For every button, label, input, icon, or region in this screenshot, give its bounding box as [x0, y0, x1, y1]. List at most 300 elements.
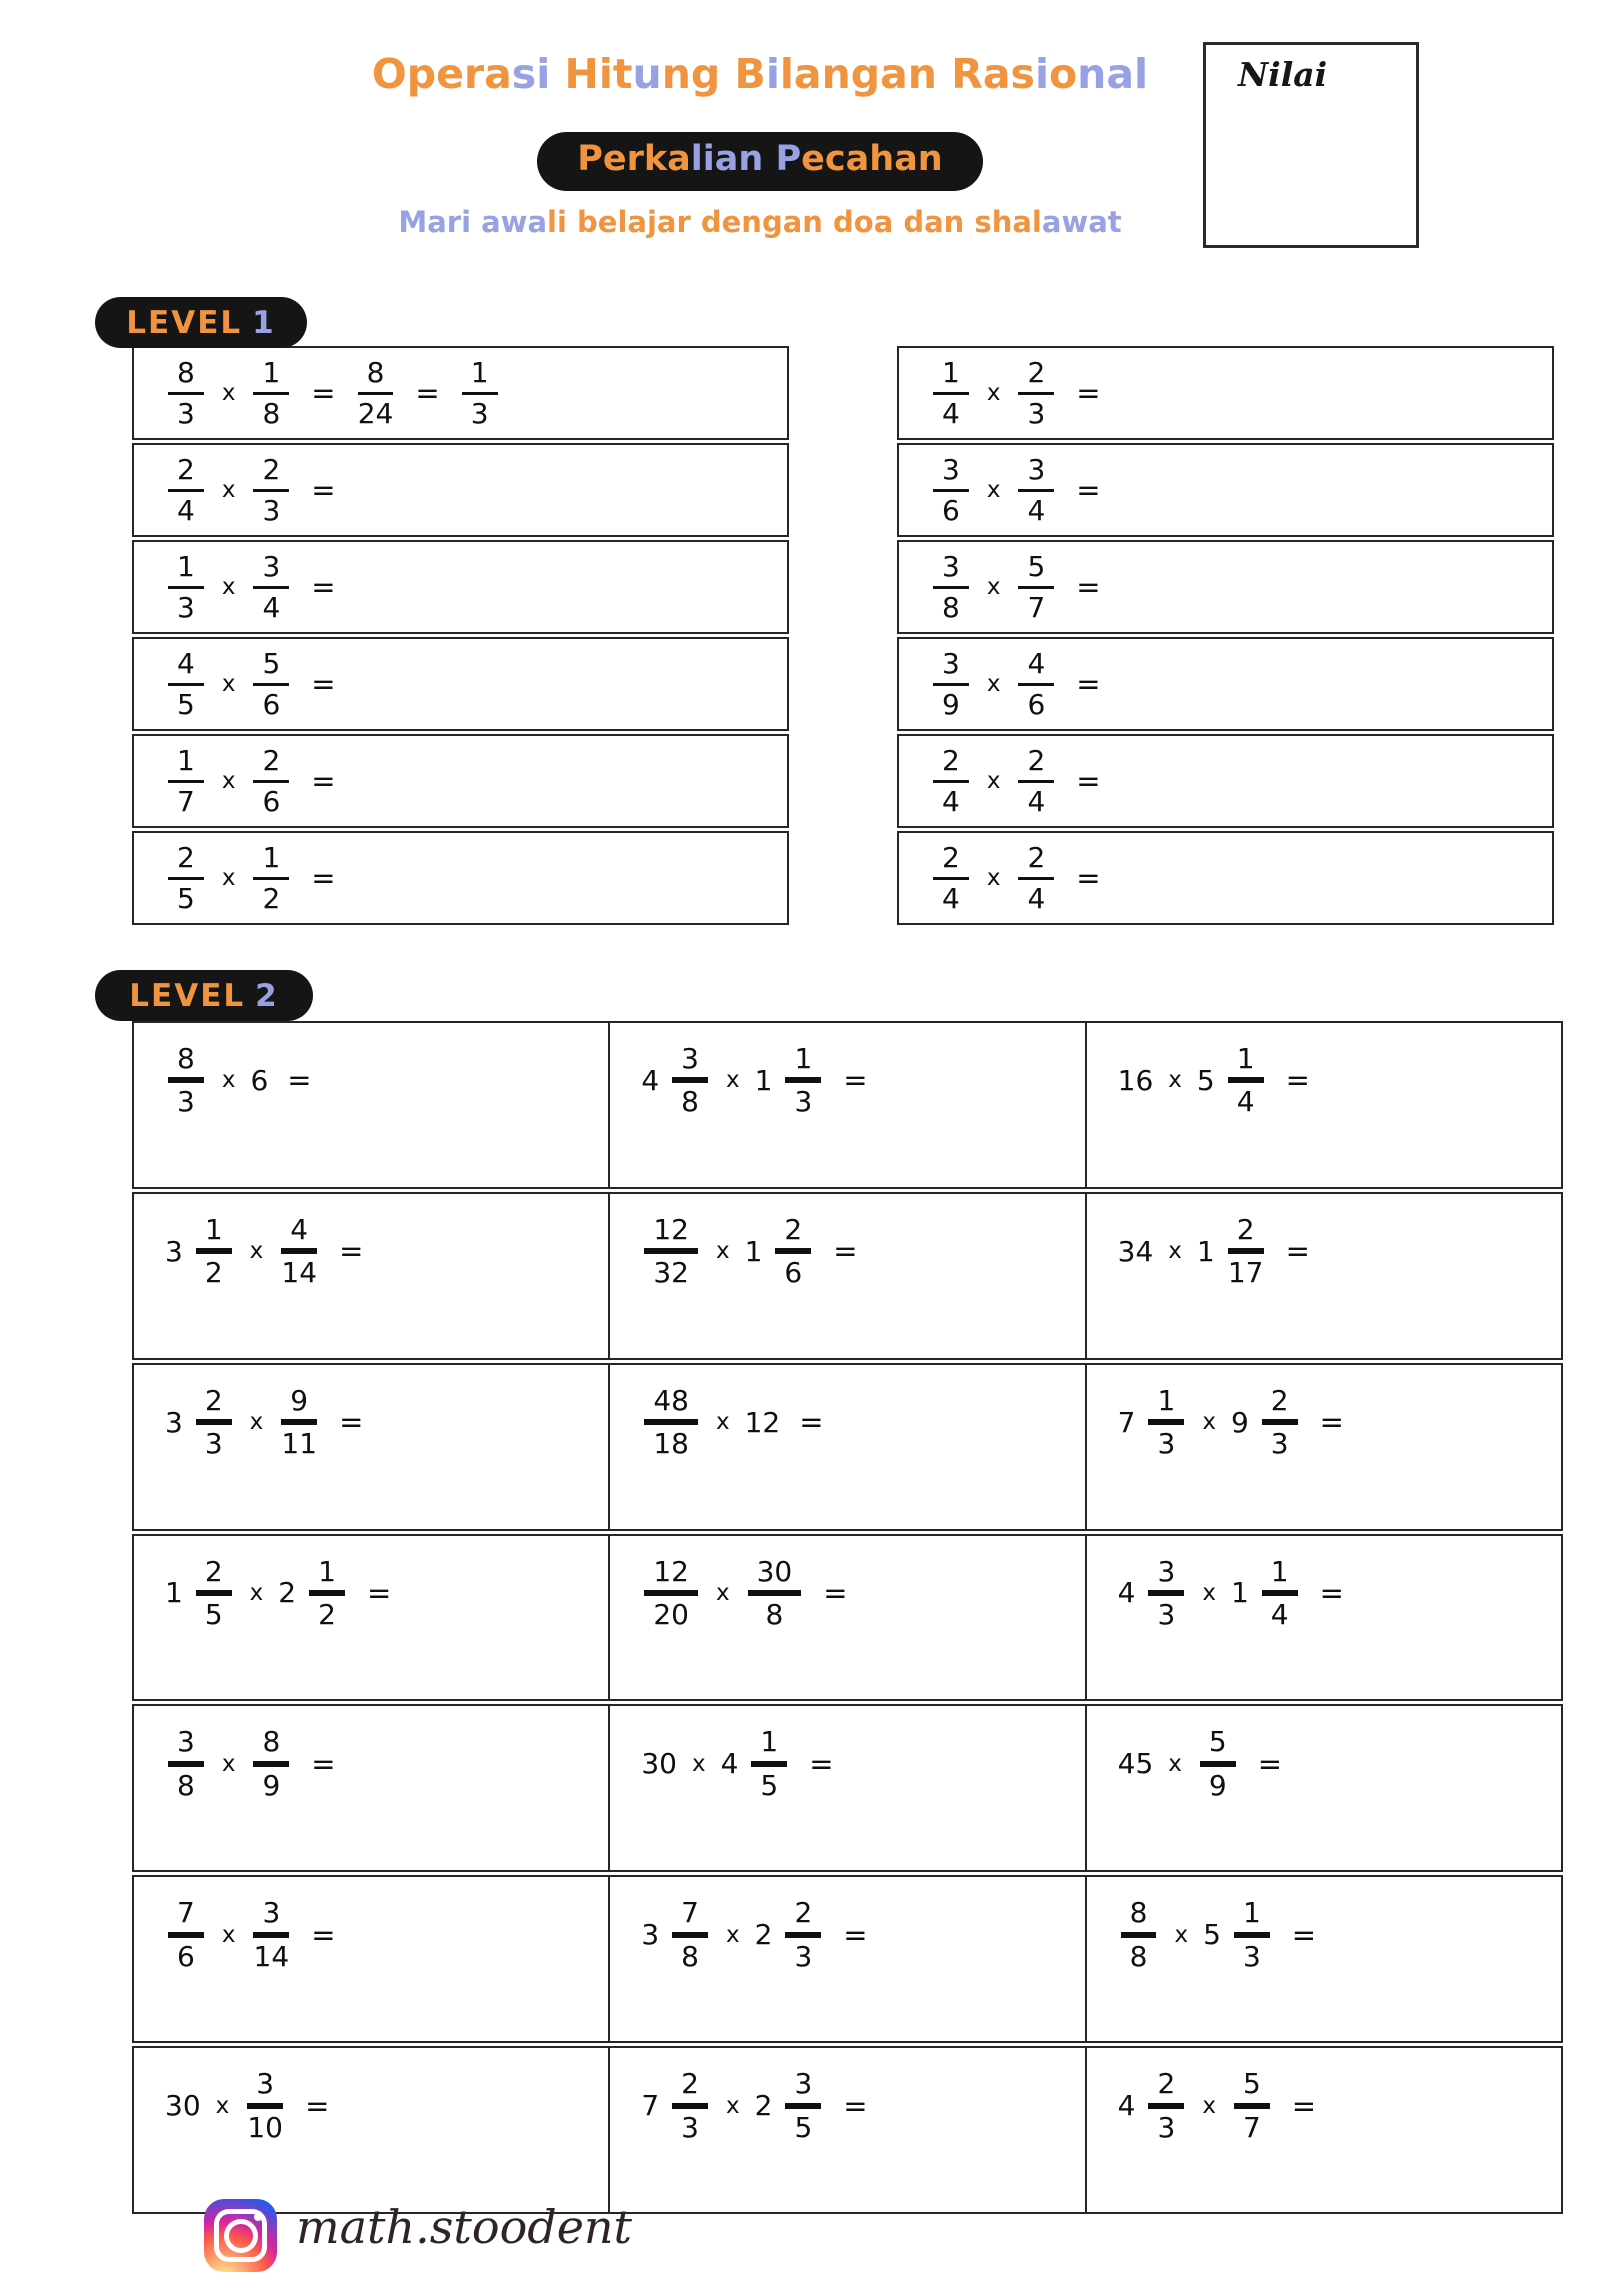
whole-number: 3 [165, 1405, 183, 1439]
denominator: 3 [681, 2110, 699, 2144]
problem-grid-row [132, 1021, 1563, 1189]
problem-grid-row [132, 1534, 1563, 1702]
problem-cell [1087, 1023, 1561, 1187]
text-segment: Opera [371, 50, 512, 98]
multiply-operator: x [986, 380, 1001, 406]
whole-number: 4 [1117, 1576, 1136, 1610]
equals-sign: = [366, 1575, 392, 1610]
text-segment [720, 50, 734, 98]
numerator: 2 [168, 842, 204, 879]
denominator: 8 [765, 1597, 784, 1631]
numerator: 2 [933, 745, 969, 782]
problem-expression [636, 1214, 871, 1289]
multiply-operator: x [215, 2092, 230, 2119]
score-label: Nilai [1238, 55, 1328, 94]
level2-badge-label: LEVEL [129, 977, 246, 1014]
numerator: 8 [1121, 1897, 1157, 1937]
problem-expression [1113, 1897, 1330, 1972]
fraction [672, 2068, 708, 2143]
multiply-operator: x [221, 768, 236, 794]
problem-cell [1087, 1365, 1561, 1529]
denominator: 14 [281, 1256, 318, 1290]
denominator: 18 [653, 1427, 689, 1461]
problem-row [132, 346, 789, 440]
denominator: 4 [1027, 881, 1046, 915]
fraction [253, 745, 289, 817]
level1-left-table [132, 346, 789, 925]
equals-sign: = [339, 1234, 364, 1269]
numerator: 4 [168, 648, 204, 685]
denominator: 5 [204, 1597, 223, 1631]
multiply-operator: x [221, 1921, 236, 1948]
multiply-operator: x [221, 574, 236, 600]
fraction [1018, 648, 1054, 720]
problem-cell [1087, 1877, 1561, 2041]
multiply-operator: x [1168, 1238, 1182, 1265]
text-segment: Perka [577, 139, 691, 180]
problem-expression [925, 454, 1115, 526]
problem-expression [160, 551, 350, 623]
numerator: 5 [253, 648, 289, 685]
numerator: 4 [281, 1214, 317, 1254]
denominator: 6 [177, 1939, 195, 1973]
multiply-operator: x [249, 1238, 264, 1265]
fraction [253, 1726, 289, 1801]
denominator: 2 [204, 1256, 223, 1290]
fraction [1200, 1726, 1236, 1801]
problem-cell [1087, 1706, 1561, 1870]
problem-expression [636, 2068, 881, 2143]
problem-cell [610, 1023, 1086, 1187]
denominator: 8 [681, 1085, 699, 1119]
text-segment: u [632, 50, 662, 98]
problem-row [897, 637, 1554, 731]
text-segment: ng [661, 50, 721, 98]
problem-grid-row [132, 1875, 1563, 2043]
equals-sign: = [339, 1405, 364, 1440]
numerator: 3 [168, 1726, 204, 1766]
problem-row [897, 443, 1554, 537]
numerator: 1 [933, 357, 969, 394]
fraction [168, 1726, 204, 1801]
numerator: 48 [644, 1385, 698, 1425]
equals-sign: = [809, 1746, 834, 1781]
equals-sign: = [823, 1575, 848, 1610]
problem-expression [636, 1897, 881, 1972]
numerator: 7 [168, 1897, 204, 1937]
problem-cell [610, 1536, 1086, 1700]
text-segment: langan [779, 50, 937, 98]
denominator: 3 [794, 1939, 813, 1973]
multiply-operator: x [221, 380, 236, 406]
fraction [253, 454, 289, 526]
multiply-operator: x [1202, 2092, 1216, 2119]
numerator: 2 [196, 1556, 232, 1596]
multiply-operator: x [1168, 1750, 1182, 1777]
numerator: 3 [933, 551, 969, 588]
whole-number: 2 [278, 1576, 297, 1610]
whole-number: 9 [1230, 1405, 1249, 1439]
level1-badge-number: 1 [252, 304, 276, 341]
level1-badge-label: LEVEL [126, 304, 243, 341]
equals-sign: = [1291, 1917, 1317, 1952]
fraction [1234, 1897, 1270, 1972]
denominator: 9 [1208, 1768, 1227, 1802]
multiply-operator: x [221, 477, 236, 503]
denominator: 3 [262, 493, 281, 527]
fraction [309, 1556, 345, 1631]
multiply-operator: x [715, 1238, 730, 1265]
fraction [672, 1897, 708, 1972]
denominator: 14 [253, 1939, 290, 1973]
equals-sign: = [305, 2088, 330, 2123]
numerator: 7 [672, 1897, 708, 1937]
equals-sign: = [843, 1917, 868, 1952]
fraction [253, 551, 289, 623]
level2-table [132, 1021, 1563, 2214]
equals-sign: = [833, 1234, 858, 1269]
multiply-operator: x [725, 2092, 740, 2119]
multiply-operator: x [986, 477, 1001, 503]
problem-expression [1113, 1214, 1324, 1289]
numerator: 3 [253, 551, 289, 588]
problem-row [897, 346, 1554, 440]
fraction [1262, 1556, 1298, 1631]
denominator: 4 [942, 396, 960, 430]
problem-grid-row [132, 1192, 1563, 1360]
fraction [1148, 1385, 1184, 1460]
problem-row [132, 831, 789, 925]
denominator: 7 [1242, 2110, 1261, 2144]
denominator: 4 [1236, 1085, 1255, 1119]
denominator: 6 [1027, 687, 1046, 721]
denominator: 4 [942, 784, 960, 818]
numerator: 2 [775, 1214, 811, 1254]
fraction [1148, 1556, 1184, 1631]
multiply-operator: x [715, 1409, 730, 1436]
problem-expression [160, 745, 350, 817]
denominator: 3 [1242, 1939, 1261, 1973]
denominator: 9 [942, 687, 960, 721]
problem-expression [160, 1043, 326, 1118]
multiply-operator: x [1174, 1921, 1189, 1948]
problem-row [897, 540, 1554, 634]
fraction [1228, 1214, 1264, 1289]
whole-number: 6 [250, 1063, 269, 1097]
fraction [247, 2068, 283, 2143]
whole-number: 7 [1117, 1405, 1136, 1439]
whole-number: 2 [754, 2089, 773, 2123]
multiply-operator: x [221, 671, 236, 697]
denominator: 3 [1270, 1427, 1289, 1461]
fraction [462, 357, 498, 429]
problem-expression [636, 1385, 837, 1460]
denominator: 10 [247, 2110, 283, 2144]
text-segment: lian [690, 139, 764, 180]
multiply-operator: x [249, 1409, 264, 1436]
fraction [785, 2068, 821, 2143]
denominator: 3 [1027, 396, 1046, 430]
denominator: 2 [318, 1597, 336, 1631]
score-box [1203, 42, 1419, 248]
problem-expression [1113, 1385, 1358, 1460]
problem-expression [925, 551, 1115, 623]
equals-sign: = [1257, 1746, 1283, 1781]
text-segment: Hit [564, 50, 633, 98]
numerator: 3 [933, 454, 969, 491]
whole-number: 30 [641, 1747, 677, 1781]
fraction [933, 357, 969, 429]
fraction [644, 1556, 698, 1631]
denominator: 3 [1157, 2110, 1176, 2144]
level2-badge-number: 2 [255, 977, 279, 1014]
fraction [253, 1897, 289, 1972]
numerator: 1 [1234, 1897, 1270, 1937]
problem-expression [925, 357, 1115, 429]
numerator: 2 [1018, 842, 1054, 879]
denominator: 6 [262, 687, 281, 721]
equals-sign: = [1076, 667, 1101, 701]
fraction [785, 1043, 821, 1118]
problem-cell [134, 1194, 610, 1358]
text-segment [550, 50, 564, 98]
fraction [933, 745, 969, 817]
multiply-operator: x [725, 1067, 740, 1094]
numerator: 3 [785, 2068, 821, 2108]
problem-cell [134, 1536, 610, 1700]
denominator: 17 [1227, 1256, 1264, 1290]
fraction [1018, 454, 1054, 526]
problem-expression [160, 357, 506, 429]
text-segment: nal [1077, 50, 1149, 98]
numerator: 2 [1018, 745, 1054, 782]
problem-cell [610, 1365, 1086, 1529]
problem-expression [1113, 1556, 1358, 1631]
text-segment: si [511, 50, 551, 98]
instagram-camera-flash-dot [254, 2213, 262, 2221]
fraction [253, 648, 289, 720]
numerator: 8 [253, 1726, 289, 1766]
whole-number: 3 [641, 1918, 660, 1952]
denominator: 8 [177, 1768, 195, 1802]
problem-expression [1113, 1043, 1324, 1118]
numerator: 2 [196, 1385, 232, 1425]
multiply-operator: x [221, 1067, 236, 1094]
numerator: 9 [281, 1385, 317, 1425]
equals-sign: = [1319, 1575, 1344, 1610]
problem-expression [1113, 2068, 1330, 2143]
denominator: 3 [177, 396, 195, 430]
multiply-operator: x [986, 768, 1001, 794]
numerator: 2 [672, 2068, 708, 2108]
whole-number: 30 [165, 2089, 201, 2123]
denominator: 3 [177, 590, 195, 624]
fraction [1018, 745, 1054, 817]
fraction [168, 745, 204, 817]
fraction [1228, 1043, 1264, 1118]
problem-expression [160, 454, 350, 526]
numerator: 1 [785, 1043, 821, 1083]
fraction [168, 1043, 204, 1118]
numerator: 1 [1228, 1043, 1264, 1083]
fraction [1018, 551, 1054, 623]
numerator: 1 [462, 357, 498, 394]
instagram-icon [204, 2199, 277, 2272]
equals-sign: = [799, 1405, 824, 1440]
problem-row [132, 637, 789, 731]
denominator: 8 [681, 1939, 699, 1973]
denominator: 4 [262, 590, 281, 624]
fraction [933, 842, 969, 914]
fraction [672, 1043, 708, 1118]
numerator: 3 [672, 1043, 708, 1083]
fraction [644, 1385, 698, 1460]
problem-row [897, 734, 1554, 828]
text-segment: i [1034, 50, 1049, 98]
problem-expression [925, 842, 1115, 914]
whole-number: 1 [1196, 1234, 1215, 1268]
problem-expression [160, 648, 350, 720]
denominator: 7 [1027, 590, 1046, 624]
numerator: 12 [644, 1556, 698, 1596]
numerator: 5 [1018, 551, 1054, 588]
fraction [933, 648, 969, 720]
equals-sign: = [311, 1746, 336, 1781]
denominator: 4 [1027, 493, 1046, 527]
problem-cell [134, 2048, 610, 2212]
equals-sign: = [311, 1917, 336, 1952]
numerator: 1 [168, 551, 204, 588]
denominator: 3 [1157, 1597, 1176, 1631]
fraction [1018, 842, 1054, 914]
denominator: 5 [177, 881, 195, 915]
numerator: 2 [1018, 357, 1054, 394]
numerator: 2 [253, 454, 289, 491]
fraction [281, 1385, 317, 1460]
instagram-camera-lens [224, 2219, 258, 2253]
denominator: 5 [794, 2110, 813, 2144]
numerator: 2 [785, 1897, 821, 1937]
fraction [253, 357, 289, 429]
denominator: 3 [794, 1085, 813, 1119]
denominator: 24 [357, 396, 394, 430]
numerator: 2 [1228, 1214, 1264, 1254]
whole-number: 2 [754, 1918, 773, 1952]
numerator: 2 [1148, 2068, 1184, 2108]
numerator: 1 [1148, 1385, 1184, 1425]
problem-cell [134, 1706, 610, 1870]
whole-number: 1 [744, 1234, 763, 1268]
denominator: 6 [942, 493, 960, 527]
problem-expression [160, 2068, 343, 2143]
equals-sign: = [311, 473, 336, 507]
problem-expression [160, 1726, 350, 1801]
level1-badge [95, 297, 307, 348]
numerator: 3 [933, 648, 969, 685]
denominator: 5 [760, 1768, 779, 1802]
problem-row [132, 734, 789, 828]
problem-cell [134, 1023, 610, 1187]
whole-number: 4 [720, 1747, 739, 1781]
whole-number: 3 [165, 1234, 183, 1268]
fraction [933, 551, 969, 623]
fraction [358, 357, 394, 429]
denominator: 6 [262, 784, 281, 818]
numerator: 2 [168, 454, 204, 491]
whole-number: 4 [641, 1063, 660, 1097]
whole-number: 45 [1117, 1747, 1154, 1781]
fraction [751, 1726, 787, 1801]
equals-sign: = [287, 1063, 312, 1098]
text-segment: awat [1041, 204, 1122, 239]
problem-row [132, 443, 789, 537]
numerator: 4 [1018, 648, 1054, 685]
problem-cell [610, 1194, 1086, 1358]
numerator: 1 [751, 1726, 787, 1766]
whole-number: 12 [744, 1405, 781, 1439]
numerator: 1 [168, 745, 204, 782]
whole-number: 4 [1117, 2089, 1136, 2123]
problem-row [132, 540, 789, 634]
multiply-operator: x [725, 1921, 740, 1948]
text-segment: B [734, 50, 766, 98]
fraction [1121, 1897, 1157, 1972]
numerator: 2 [1262, 1385, 1298, 1425]
problem-expression [636, 1726, 847, 1801]
text-segment: Ras [951, 50, 1035, 98]
multiply-operator: x [221, 865, 236, 891]
instagram-handle: math.stoodent [296, 2200, 633, 2254]
fraction [785, 1897, 821, 1972]
problem-grid-row [132, 1363, 1563, 1531]
problem-grid-row [132, 2046, 1563, 2214]
numerator: 3 [247, 2068, 283, 2108]
equals-sign: = [1291, 2088, 1317, 2123]
whole-number: 5 [1196, 1063, 1215, 1097]
fraction [196, 1556, 232, 1631]
denominator: 8 [942, 590, 960, 624]
denominator: 8 [262, 396, 281, 430]
problem-expression [636, 1043, 881, 1118]
numerator: 2 [253, 745, 289, 782]
equals-sign: = [1319, 1405, 1344, 1440]
equals-sign: = [311, 861, 336, 895]
fraction [1234, 2068, 1270, 2143]
equals-sign: = [1076, 764, 1101, 798]
fraction [168, 551, 204, 623]
fraction [1262, 1385, 1298, 1460]
problem-expression [925, 648, 1115, 720]
fraction [1148, 2068, 1184, 2143]
multiply-operator: x [1202, 1579, 1216, 1606]
denominator: 5 [177, 687, 195, 721]
numerator: 8 [358, 357, 394, 394]
equals-sign: = [843, 2088, 868, 2123]
level2-badge [95, 970, 313, 1021]
numerator: 12 [644, 1214, 698, 1254]
problem-cell [610, 1877, 1086, 2041]
equals-sign: = [311, 764, 336, 798]
denominator: 4 [942, 881, 960, 915]
fraction [168, 842, 204, 914]
multiply-operator: x [249, 1579, 264, 1606]
denominator: 8 [1129, 1939, 1148, 1973]
problem-expression [160, 1385, 377, 1460]
multiply-operator: x [986, 865, 1001, 891]
multiply-operator: x [986, 574, 1001, 600]
denominator: 3 [177, 1085, 195, 1119]
problem-row [897, 831, 1554, 925]
